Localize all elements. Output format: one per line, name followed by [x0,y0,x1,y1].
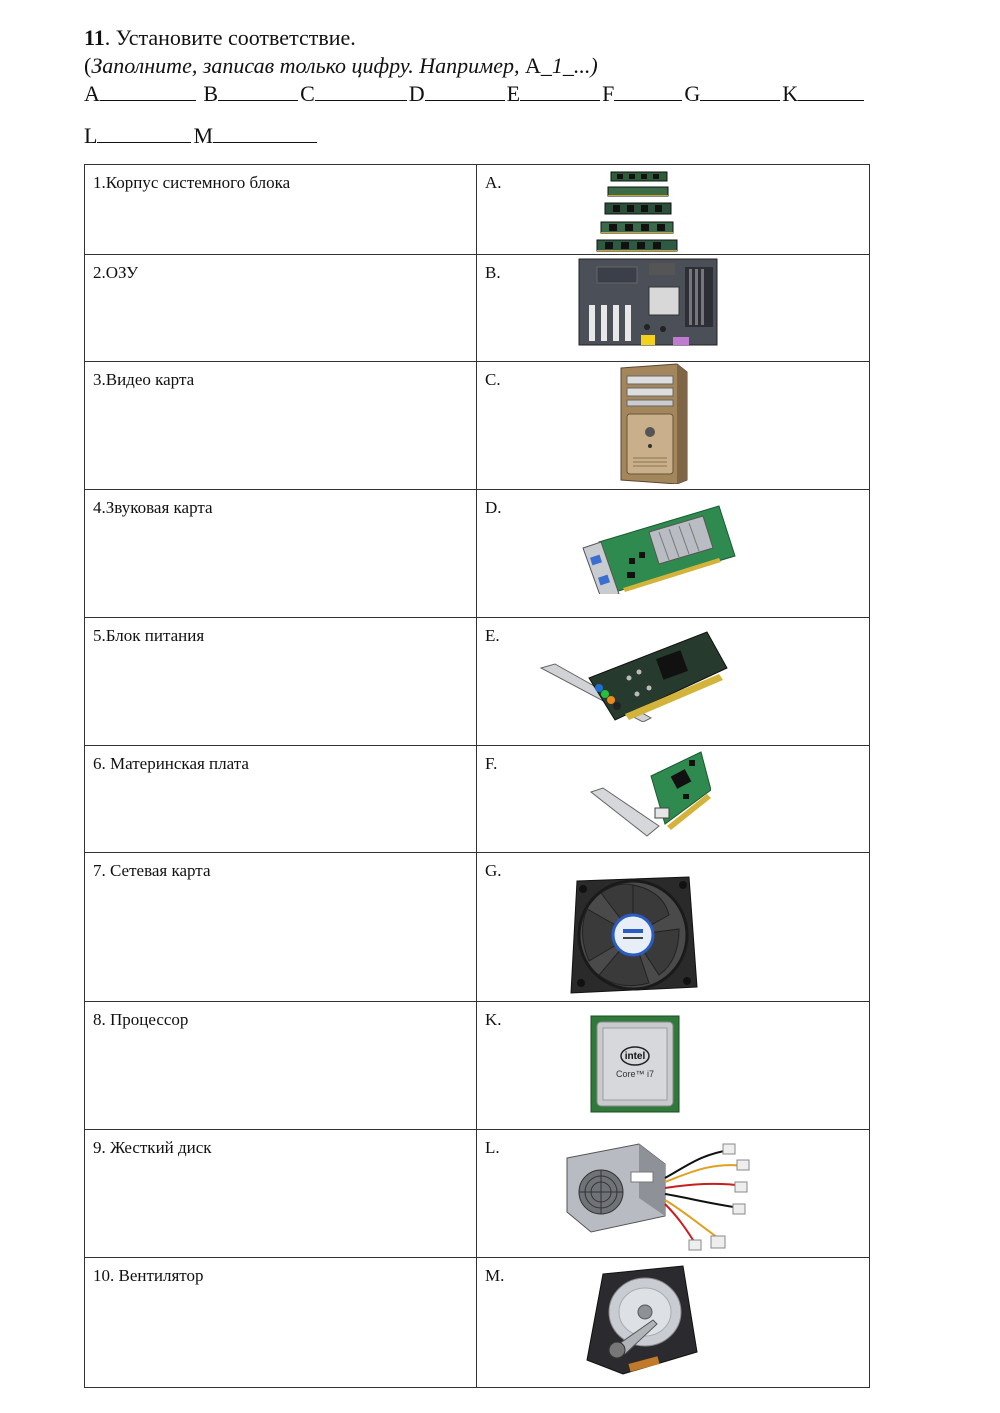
answer-line-2 [84,122,319,150]
table-row [85,1002,870,1130]
answer-blank-l[interactable] [97,122,191,143]
answer-blank-a[interactable] [100,80,196,101]
term-text: 4.Звуковая карта [93,498,213,517]
image-letter: C. [485,370,501,389]
table-row [85,746,870,853]
task-header [84,24,884,108]
image-letter: F. [485,754,498,773]
task-number: 11 [84,25,105,50]
answer-letter-m: M [193,123,214,148]
image-cell [477,165,870,255]
image-letter: E. [485,626,500,645]
answer-blank-e[interactable] [520,80,600,101]
answer-blank-f[interactable] [614,80,682,101]
motherboard-image [577,257,719,349]
task-title-text: . Установите соответствие. [104,25,356,50]
answer-blank-m[interactable] [213,122,317,143]
term-text: 5.Блок питания [93,626,205,645]
answer-blank-g[interactable] [700,80,780,101]
cooling-fan-image [563,871,699,997]
answer-blank-b[interactable] [218,80,298,101]
answer-letter-f: F [602,81,615,106]
image-cell [477,746,870,853]
network-card-image [589,750,711,840]
table-row [85,362,870,490]
image-cell [477,1258,870,1388]
image-letter: K. [485,1010,502,1029]
image-letter: B. [485,263,501,282]
answer-letter-b: B [203,81,219,106]
answer-blank-c[interactable] [315,80,407,101]
table-row [85,165,870,255]
term-text: 1.Корпус системного блока [93,173,291,192]
answer-line [84,80,884,108]
image-cell [477,255,870,362]
term-cell [85,165,477,255]
image-cell [477,1130,870,1258]
matching-table [84,164,870,1388]
image-letter: M. [485,1266,505,1285]
task-title [84,24,884,52]
term-cell [85,618,477,746]
image-cell [477,1002,870,1130]
example-letter: А [524,53,541,78]
answer-letter-e: E [506,81,521,106]
table-row [85,618,870,746]
video-card-image [579,502,739,594]
image-letter: A. [485,173,502,192]
term-cell [85,362,477,490]
answer-blank-k[interactable] [798,80,864,101]
table-row [85,1258,870,1388]
table-row [85,853,870,1002]
task-instruction [84,52,884,80]
cpu-brand-label: intel [624,1051,646,1062]
answer-letter-g: G [684,81,701,106]
image-cell [477,362,870,490]
cpu-image [589,1014,681,1114]
image-cell [477,490,870,618]
term-text: 10. Вентилятор [93,1266,204,1285]
pc-case-image [615,362,695,484]
example-blank: _1_ [540,53,574,78]
answer-blank-d[interactable] [425,80,505,101]
term-cell [85,746,477,853]
term-text: 9. Жесткий диск [93,1138,212,1157]
term-cell [85,1258,477,1388]
answer-letter-c: C [300,81,315,106]
instr-open: ( [84,53,92,78]
term-text: 6. Материнская плата [93,754,249,773]
term-cell [85,853,477,1002]
cpu-model-label: Core™ i7 [615,1069,655,1079]
term-cell [85,490,477,618]
term-text: 8. Процессор [93,1010,189,1029]
term-text: 3.Видео карта [93,370,195,389]
image-letter: G. [485,861,502,880]
term-text: 2.ОЗУ [93,263,139,282]
instr-tail: ...) [573,53,598,78]
instr-text: Заполните, записав только цифру. Например, [91,53,525,78]
term-cell [85,255,477,362]
hard-disk-image [583,1264,699,1376]
image-cell [477,853,870,1002]
image-cell [477,618,870,746]
table-row [85,490,870,618]
image-letter: D. [485,498,502,517]
answer-letter-l: L [84,123,98,148]
image-letter: L. [485,1138,500,1157]
term-text: 7. Сетевая карта [93,861,211,880]
term-cell [85,1002,477,1130]
sound-card-image [539,628,729,722]
power-supply-image [561,1142,751,1252]
term-cell [85,1130,477,1258]
table-row [85,1130,870,1258]
ram-modules-image [589,170,679,252]
answer-letter-a: A [84,81,100,106]
table-row [85,255,870,362]
answer-letter-d: D [408,81,425,106]
answer-letter-k: K [782,81,799,106]
